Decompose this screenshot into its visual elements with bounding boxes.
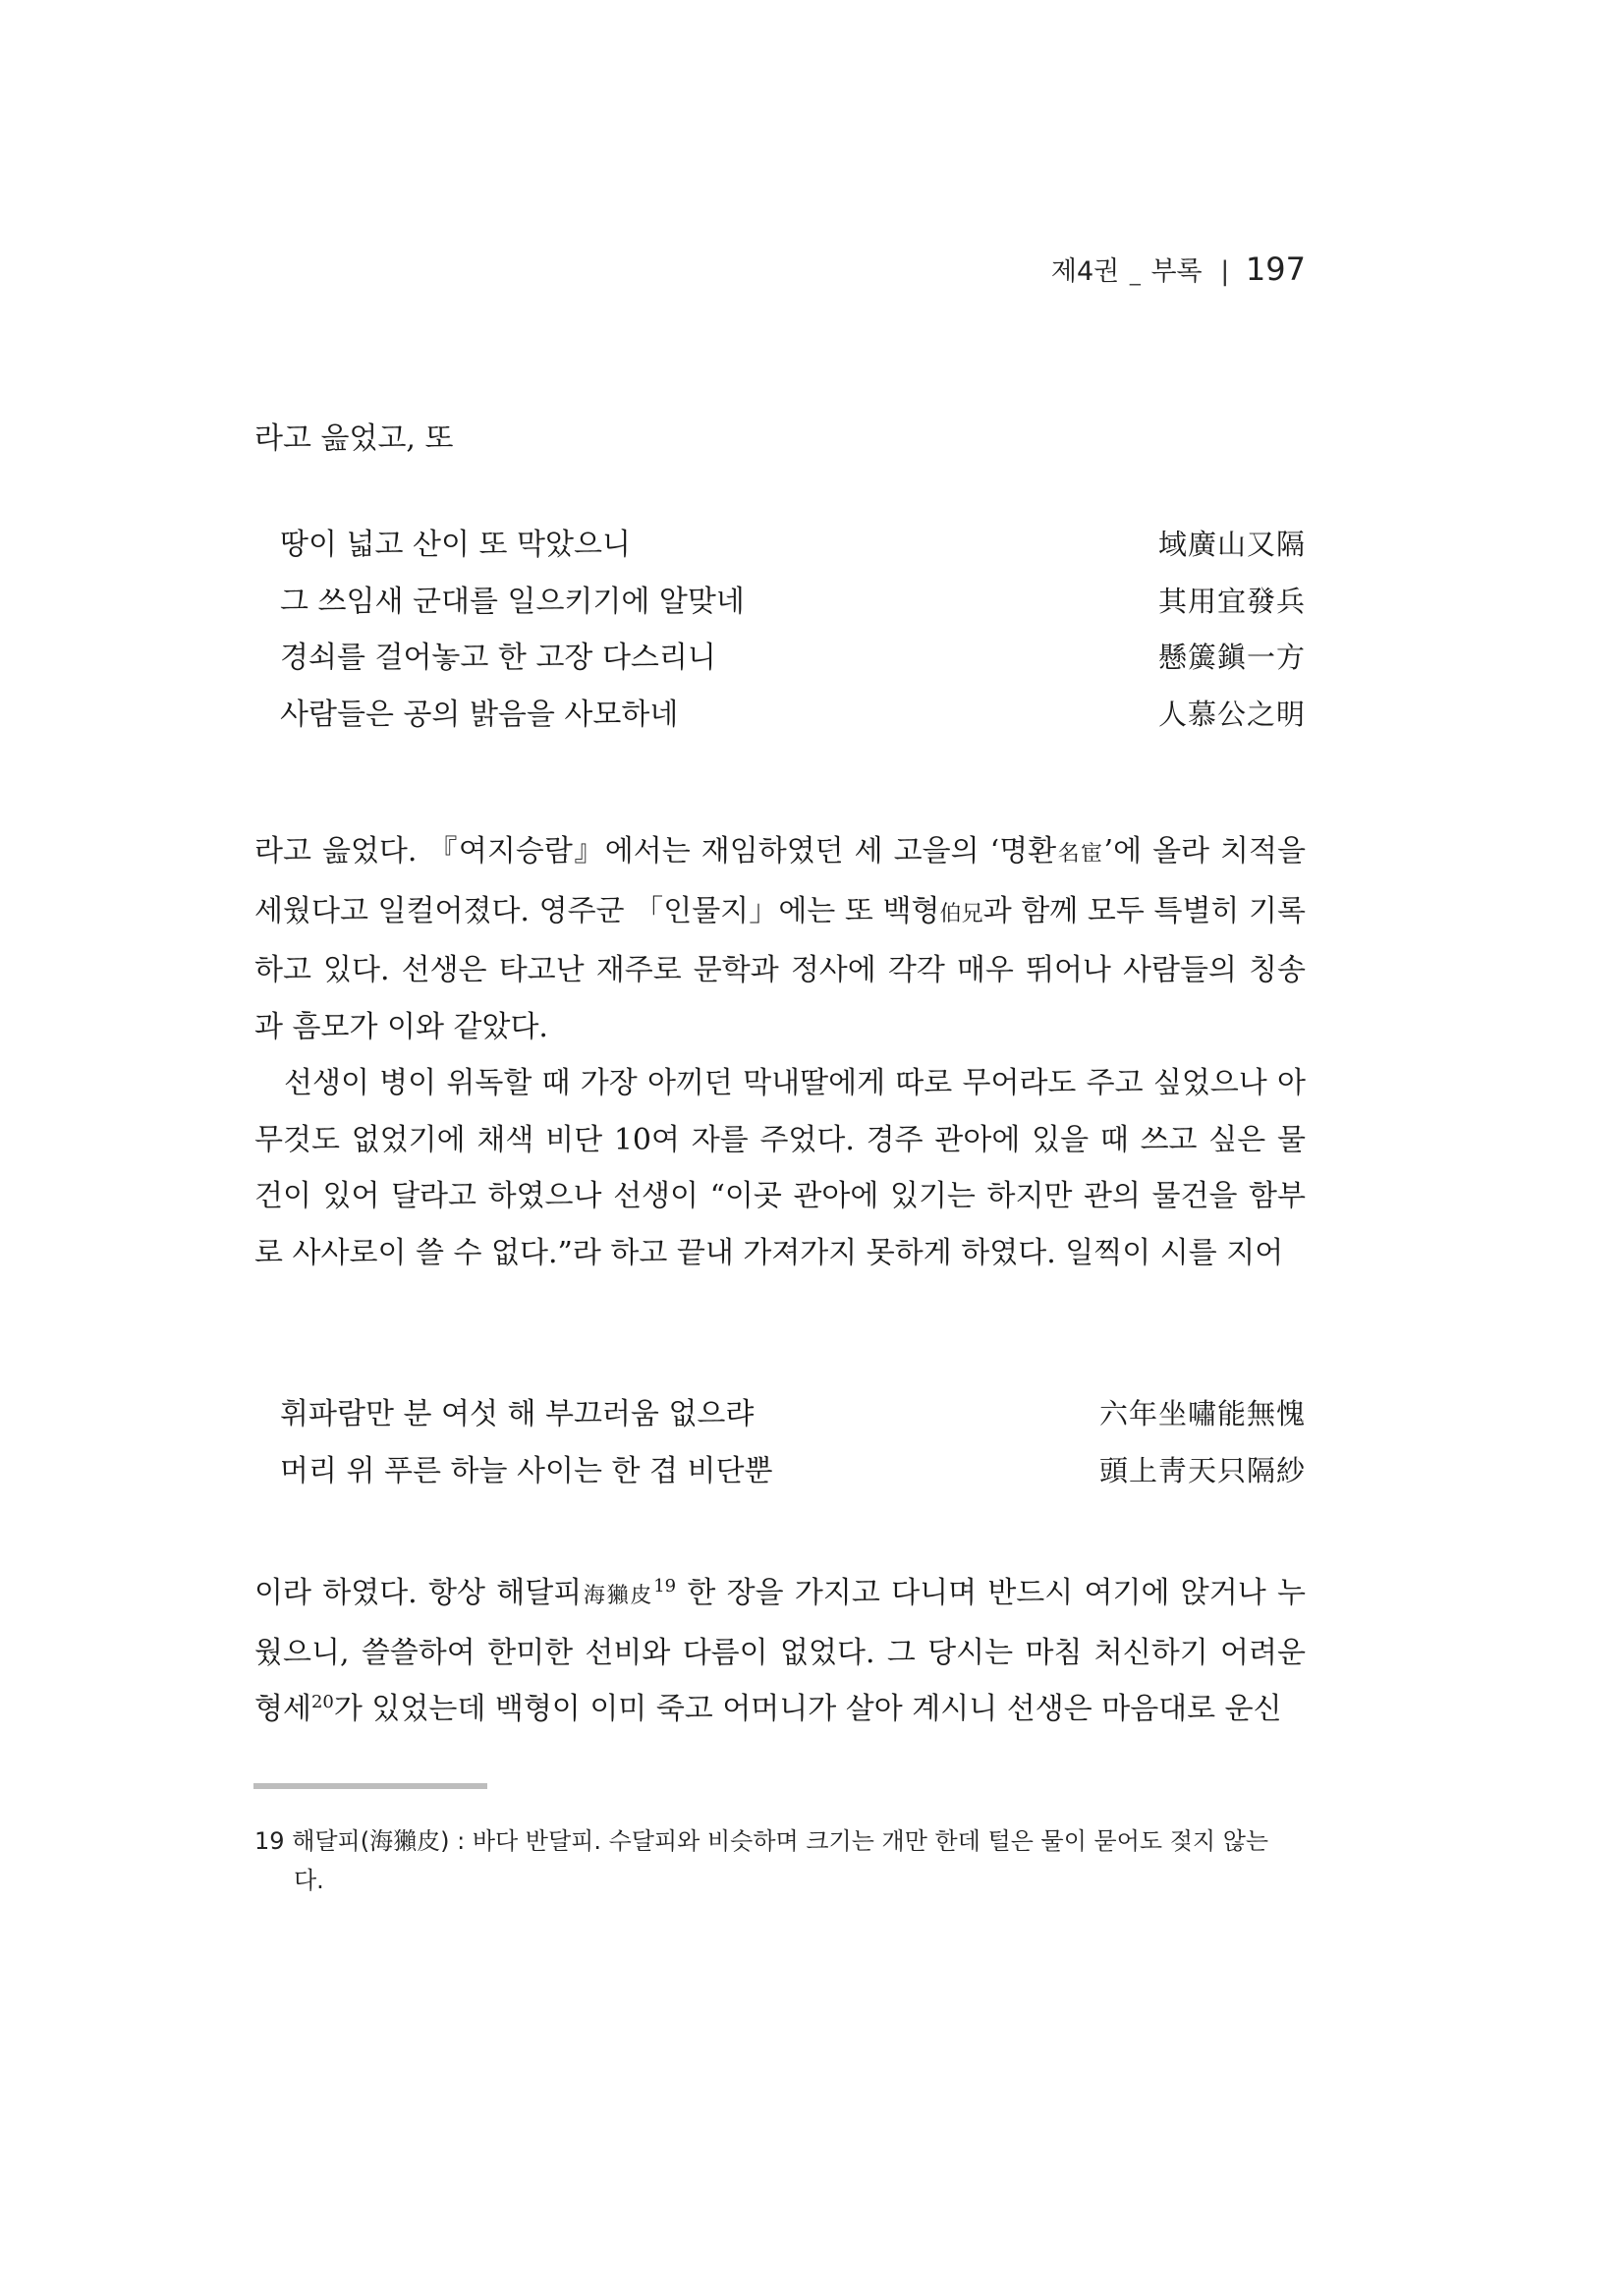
verse-hanja: 頭上靑天只隔紗 [1098, 1453, 1306, 1487]
hanja-gloss: 海獺皮 [582, 1584, 654, 1608]
verse-korean: 그 쓰임새 군대를 일으키기에 알맞네 [280, 584, 745, 619]
verse-line [280, 574, 1306, 631]
section-label: 부록 [1150, 256, 1203, 287]
body-text-1 [254, 823, 1306, 1281]
footnote-divider [253, 1783, 487, 1789]
verse-line [280, 1443, 1306, 1500]
footnote-continuation: 다. [294, 1867, 324, 1894]
footnote-text: : 바다 반달피. 수달피와 비슷하며 크기는 개만 한데 털은 물이 묻어도 젖지 않는 [449, 1827, 1269, 1855]
verse-block-1 [280, 517, 1306, 743]
footnote-number: 19 [254, 1827, 285, 1855]
verse-block-2 [280, 1386, 1306, 1499]
text-run: 가 있었는데 백형이 이미 죽고 어머니가 살아 계시니 선생은 마음대로 운신 [333, 1692, 1282, 1726]
paragraph [254, 823, 1306, 1055]
page-number: 197 [1245, 251, 1306, 288]
verse-korean: 경쇠를 걸어놓고 한 고장 다스리니 [280, 641, 716, 675]
text-run: 라고 읊었다. 『여지승람』에서는 재임하였던 세 고을의 ‘명환 [254, 834, 1057, 868]
verse-korean: 땅이 넓고 산이 또 막았으니 [280, 528, 631, 562]
text-run: 이라 하였다. 항상 해달피 [254, 1576, 583, 1610]
verse-korean: 사람들은 공의 밝음을 사모하네 [280, 697, 679, 732]
paragraph-text: 라고 읊었고, 또 [254, 421, 454, 456]
header-separator: _ [1129, 261, 1141, 286]
running-header [1051, 250, 1306, 288]
body-text-2 [254, 1565, 1306, 1738]
paragraph: 선생이 병이 위독할 때 가장 아끼던 막내딸에게 따로 무어라도 주고 싶었으나 아무것도 없었기에 채색 비단 10여 자를 주었다. 경주 관아에 있을 때 쓰고 싶은 물건이 있어 달라고 하였으나 선생이 “이곳 관아에 있기는 하지만 관의 물건을 함부로 사사로이 쓸 수 없다.”라 하고 끝내 가져가지 못하게 하였다. 일찍이 시를 지어 [254, 1066, 1306, 1270]
verse-hanja: 其用宜發兵 [1157, 584, 1306, 618]
header-divider: | [1220, 256, 1230, 287]
text-run: ’에 올라 치적을 세웠다고 일컬어졌다. 영주군 「인물지」에는 또 백형 [254, 834, 1306, 928]
volume-label: 제4권 [1050, 256, 1120, 287]
text-run: 과 함께 모두 특별히 기록하고 있다. 선생은 타고난 재주로 문학과 정사에 각각 매우 뛰어나 사람들의 칭송과 흠모가 이와 같았다. [254, 893, 1306, 1044]
verse-line [280, 517, 1306, 574]
hanja-gloss: 名宦 [1056, 842, 1104, 867]
footnote-term: 해달피(海獺皮) [292, 1827, 450, 1855]
verse-korean: 휘파람만 분 여섯 해 부끄러움 없으랴 [280, 1397, 755, 1431]
paragraph-intro [254, 411, 1306, 468]
text-run: 한 장을 가지고 다니며 반드시 여기에 앉거나 누웠으니, 쓸쓸하여 한미한 선비와 다름이 없었다. 그 당시는 마침 처신하기 어려운 형세 [254, 1576, 1306, 1726]
hanja-gloss: 伯兄 [939, 901, 983, 926]
verse-hanja: 人慕公之明 [1157, 697, 1306, 731]
verse-hanja: 域廣山又隔 [1157, 528, 1306, 561]
paragraph [254, 1565, 1306, 1738]
footnote-ref[interactable]: 19 [653, 1576, 677, 1596]
verse-line [280, 1386, 1306, 1443]
verse-hanja: 懸簴鎭一方 [1157, 641, 1306, 674]
footnote-ref[interactable]: 20 [310, 1692, 334, 1712]
footnote [254, 1821, 1306, 1900]
verse-korean: 머리 위 푸른 하늘 사이는 한 겹 비단뿐 [280, 1453, 773, 1488]
verse-line [280, 630, 1306, 687]
verse-line [280, 687, 1306, 744]
verse-hanja: 六年坐嘯能無愧 [1098, 1397, 1306, 1430]
